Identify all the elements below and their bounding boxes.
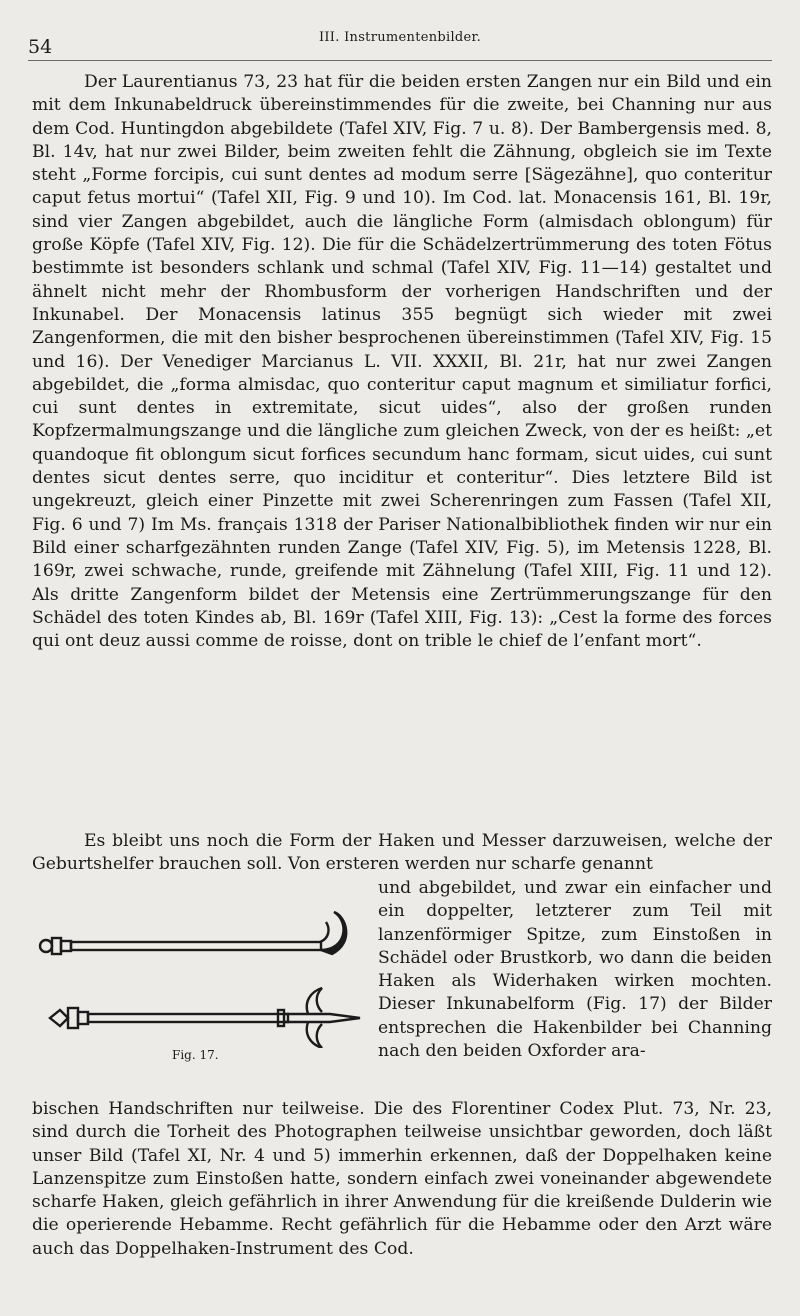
paragraph-1	[32, 71, 772, 653]
paragraph-text: bischen Handschriften nur teilweise. Die des Florentiner Codex Plut. 73, Nr. 23, sind durch die Torheit des Photographen teilweise unsichtbar geworden, doch läßt unser Bild (Tafel XI, Nr. 4 und 5) immerhin erkennen, daß der Doppelhaken keine Lanzenspitze zum Einstoßen hatte, sondern einfach zwei voneinander abgewendete scharfe Haken, gleich gefährlich in ihrer Anwendung für die kreißende Dulderin wie die operierende Hebamme. Recht gefährlich für die Hebamme oder den Arzt wäre auch das Doppelhaken-Instrument des Cod.	[32, 1099, 772, 1259]
running-head: III. Instrumentenbilder.	[318, 30, 482, 45]
paragraph-2-continuation	[32, 1098, 772, 1261]
paragraph-text: Der Laurentianus 73, 23 hat für die beiden ersten Zangen nur ein Bild und ein mit dem Inkunabeldruck übereinstimmendes für die zweite, bei Channing nur aus dem Cod. Huntingdon abgebildete (Tafel XIV, Fig. 7 u. 8). Der Bambergensis med. 8, Bl. 14v, hat nur zwei Bilder, beim zweiten fehlt die Zähnung, obgleich sie im Texte steht „Forme forcipis, cui sunt dentes ad modum serre [Sägezähne], quo conteritur caput fetus mortui“ (Tafel XII, Fig. 9 und 10). Im Cod. lat. Monacensis 161, Bl. 19r, sind vier Zangen abgebildet, auch die längliche Form (almisdach oblongum) für große Köpfe (Tafel XIV, Fig. 12). Die für die Schädelzertrümmerung des toten Fötus bestimmte ist besonders schlank und schmal (Tafel XIV, Fig. 11—14) gestaltet und ähnelt nicht mehr der Rhombusform der vorherigen Handschriften und der Inkunabel. Der Monacensis latinus 355 begnügt sich wieder mit zwei Zangenformen, die mit den bisher besprochenen übereinstimmen (Tafel XIV, Fig. 15 und 16). Der Venediger Marcianus L. VII. XXXII, Bl. 21r, hat nur zwei Zangen abgebildet, die „forma almisdac, quo conteritur caput magnum et similiatur forfici, cui sunt dentes in extremitate, sicut uides“, also der großen runden Kopfzermalmungszange und die längliche zum gleichen Zweck, von der es heißt: „et quandoque fit oblongum sicut forfices secundum hanc formam, sicut uides, cui sunt dentes sicut dentes serre, quo inciditur et conteritur“. Dies letztere Bild ist ungekreuzt, gleich einer Pinzette mit zwei Scherenringen zum Fassen (Tafel XII, Fig. 6 und 7) Im Ms. français 1318 der Pariser Nationalbibliothek finden wir nur ein Bild einer scharfgezähnten runden Zange (Tafel XIV, Fig. 5), im Metensis 1228, Bl. 169r, zwei schwache, runde, greifende mit Zähnelung (Tafel XIII, Fig. 11 und 12). Als dritte Zangenform bildet der Metensis eine Zertrümmerungszange für den Schädel des toten Kindes ab, Bl. 169r (Tafel XIII, Fig. 13): „Cest la forme des forces qui ont deuz aussi comme de roisse, dont on trible le chief de l’enfant mort“.	[32, 72, 772, 652]
double-hook-drawing	[50, 988, 360, 1048]
single-hook-drawing	[40, 912, 346, 954]
paragraph-2-wrap-text	[378, 877, 772, 1063]
page-number: 54	[28, 36, 53, 58]
hook-instruments-illustration	[30, 898, 370, 1048]
paragraph-text: Es bleibt uns noch die Form der Haken und Messer darzuweisen, welche der Geburtshelfer brauchen soll. Von ersteren werden nur scharfe genannt	[32, 831, 772, 875]
figure-caption: Fig. 17.	[172, 1048, 219, 1062]
page-header	[28, 26, 772, 61]
figure-17	[30, 898, 370, 1078]
paragraph-text: und abgebildet, und zwar ein einfacher und ein doppelter, letzterer zum Teil mit lanzenförmiger Spitze, zum Einstoßen in Schädel oder Brustkorb, wo dann die beiden Haken als Widerhaken wirken mochten. Dieser Inkunabelform (Fig. 17) der Bilder entsprechen die Hakenbilder bei Channing nach den beiden Oxforder ara-	[378, 878, 772, 1062]
paragraph-2-intro	[32, 830, 772, 877]
